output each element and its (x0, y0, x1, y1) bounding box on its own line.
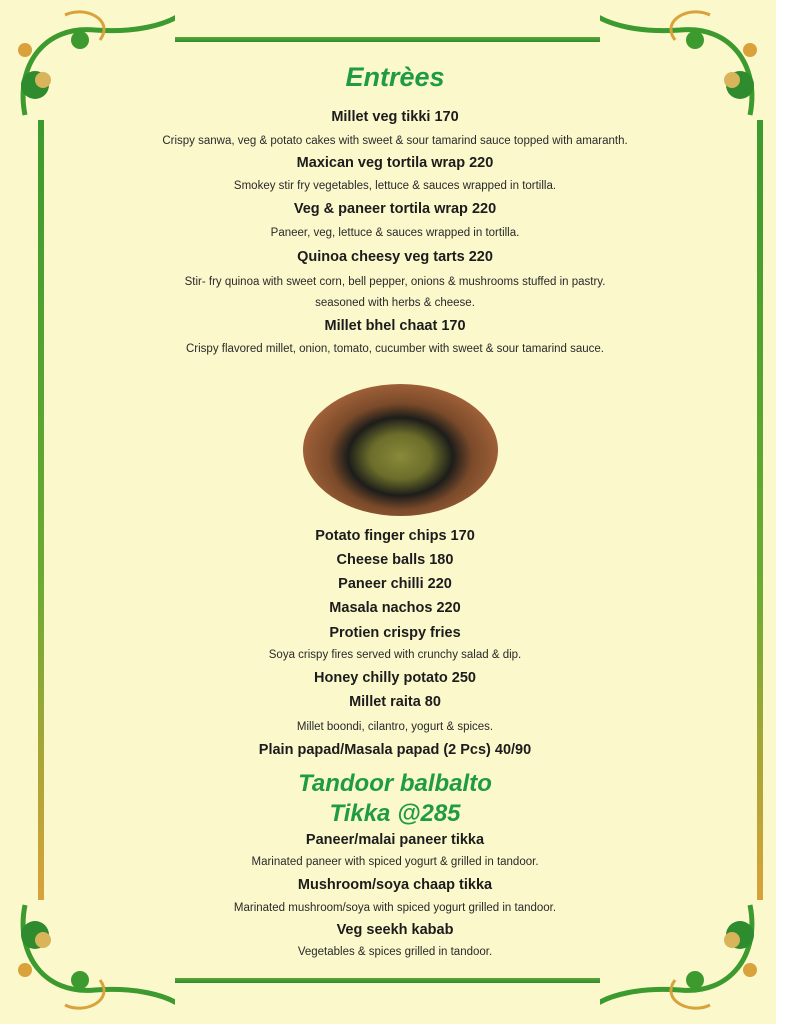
section-title-entrees: Entrèes (345, 62, 445, 92)
menu-item-name: Paneer/malai paneer tikka (305, 832, 485, 848)
menu-item-name: Protien crispy fries (329, 625, 461, 641)
menu-item-desc: Marinated paneer with spiced yogurt & grilled in tandoor. (251, 856, 539, 868)
menu-item-desc: Smokey stir fry vegetables, lettuce & sauces wrapped in tortilla. (233, 180, 557, 192)
menu-item-name: Veg seekh kabab (336, 922, 454, 938)
menu-item-desc: Stir- fry quinoa with sweet corn, bell pepper, onions & mushrooms stuffed in pastry. (184, 276, 606, 288)
menu-item-name: Maxican veg tortila wrap 220 (296, 155, 494, 171)
menu-item-desc: Soya crispy fires served with crunchy salad & dip. (268, 649, 522, 661)
food-photo (303, 384, 498, 516)
menu-item-name: Honey chilly potato 250 (314, 670, 476, 686)
menu-item-name: Cheese balls 180 (336, 552, 454, 568)
menu-item-desc: Vegetables & spices grilled in tandoor. (297, 946, 493, 958)
menu-item-name: Paneer chilli 220 (338, 576, 452, 592)
menu-item-name: Potato finger chips 170 (315, 528, 475, 544)
menu-item-name: Millet raita 80 (349, 694, 441, 710)
menu-item-name: Quinoa cheesy veg tarts 220 (297, 249, 493, 265)
bottom-border (175, 978, 600, 983)
menu-item-desc: Crispy sanwa, veg & potato cakes with sweet & sour tamarind sauce topped with amaranth. (162, 135, 628, 147)
menu-item-name: Masala nachos 220 (329, 600, 461, 616)
menu-item-name: Plain papad/Masala papad (2 Pcs) 40/90 (258, 742, 532, 758)
top-border (175, 37, 600, 42)
menu-item-name: Millet bhel chaat 170 (324, 318, 466, 334)
menu-item-desc: Marinated mushroom/soya with spiced yogurt grilled in tandoor. (233, 902, 557, 914)
menu-item-name: Veg & paneer tortila wrap 220 (293, 201, 497, 217)
section-title-tandoor: Tandoor balbalto (298, 770, 492, 797)
menu-item-name: Mushroom/soya chaap tikka (297, 877, 493, 893)
menu-item-name: Millet veg tikki 170 (331, 109, 459, 125)
menu-item-desc: seasoned with herbs & cheese. (315, 297, 475, 309)
section-title-tandoor-price: Tikka @285 (329, 800, 461, 827)
menu-item-desc: Millet boondi, cilantro, yogurt & spices. (296, 721, 494, 733)
menu-item-desc: Paneer, veg, lettuce & sauces wrapped in tortilla. (270, 227, 520, 239)
menu-item-desc: Crispy flavored millet, onion, tomato, cucumber with sweet & sour tamarind sauce. (185, 343, 604, 355)
